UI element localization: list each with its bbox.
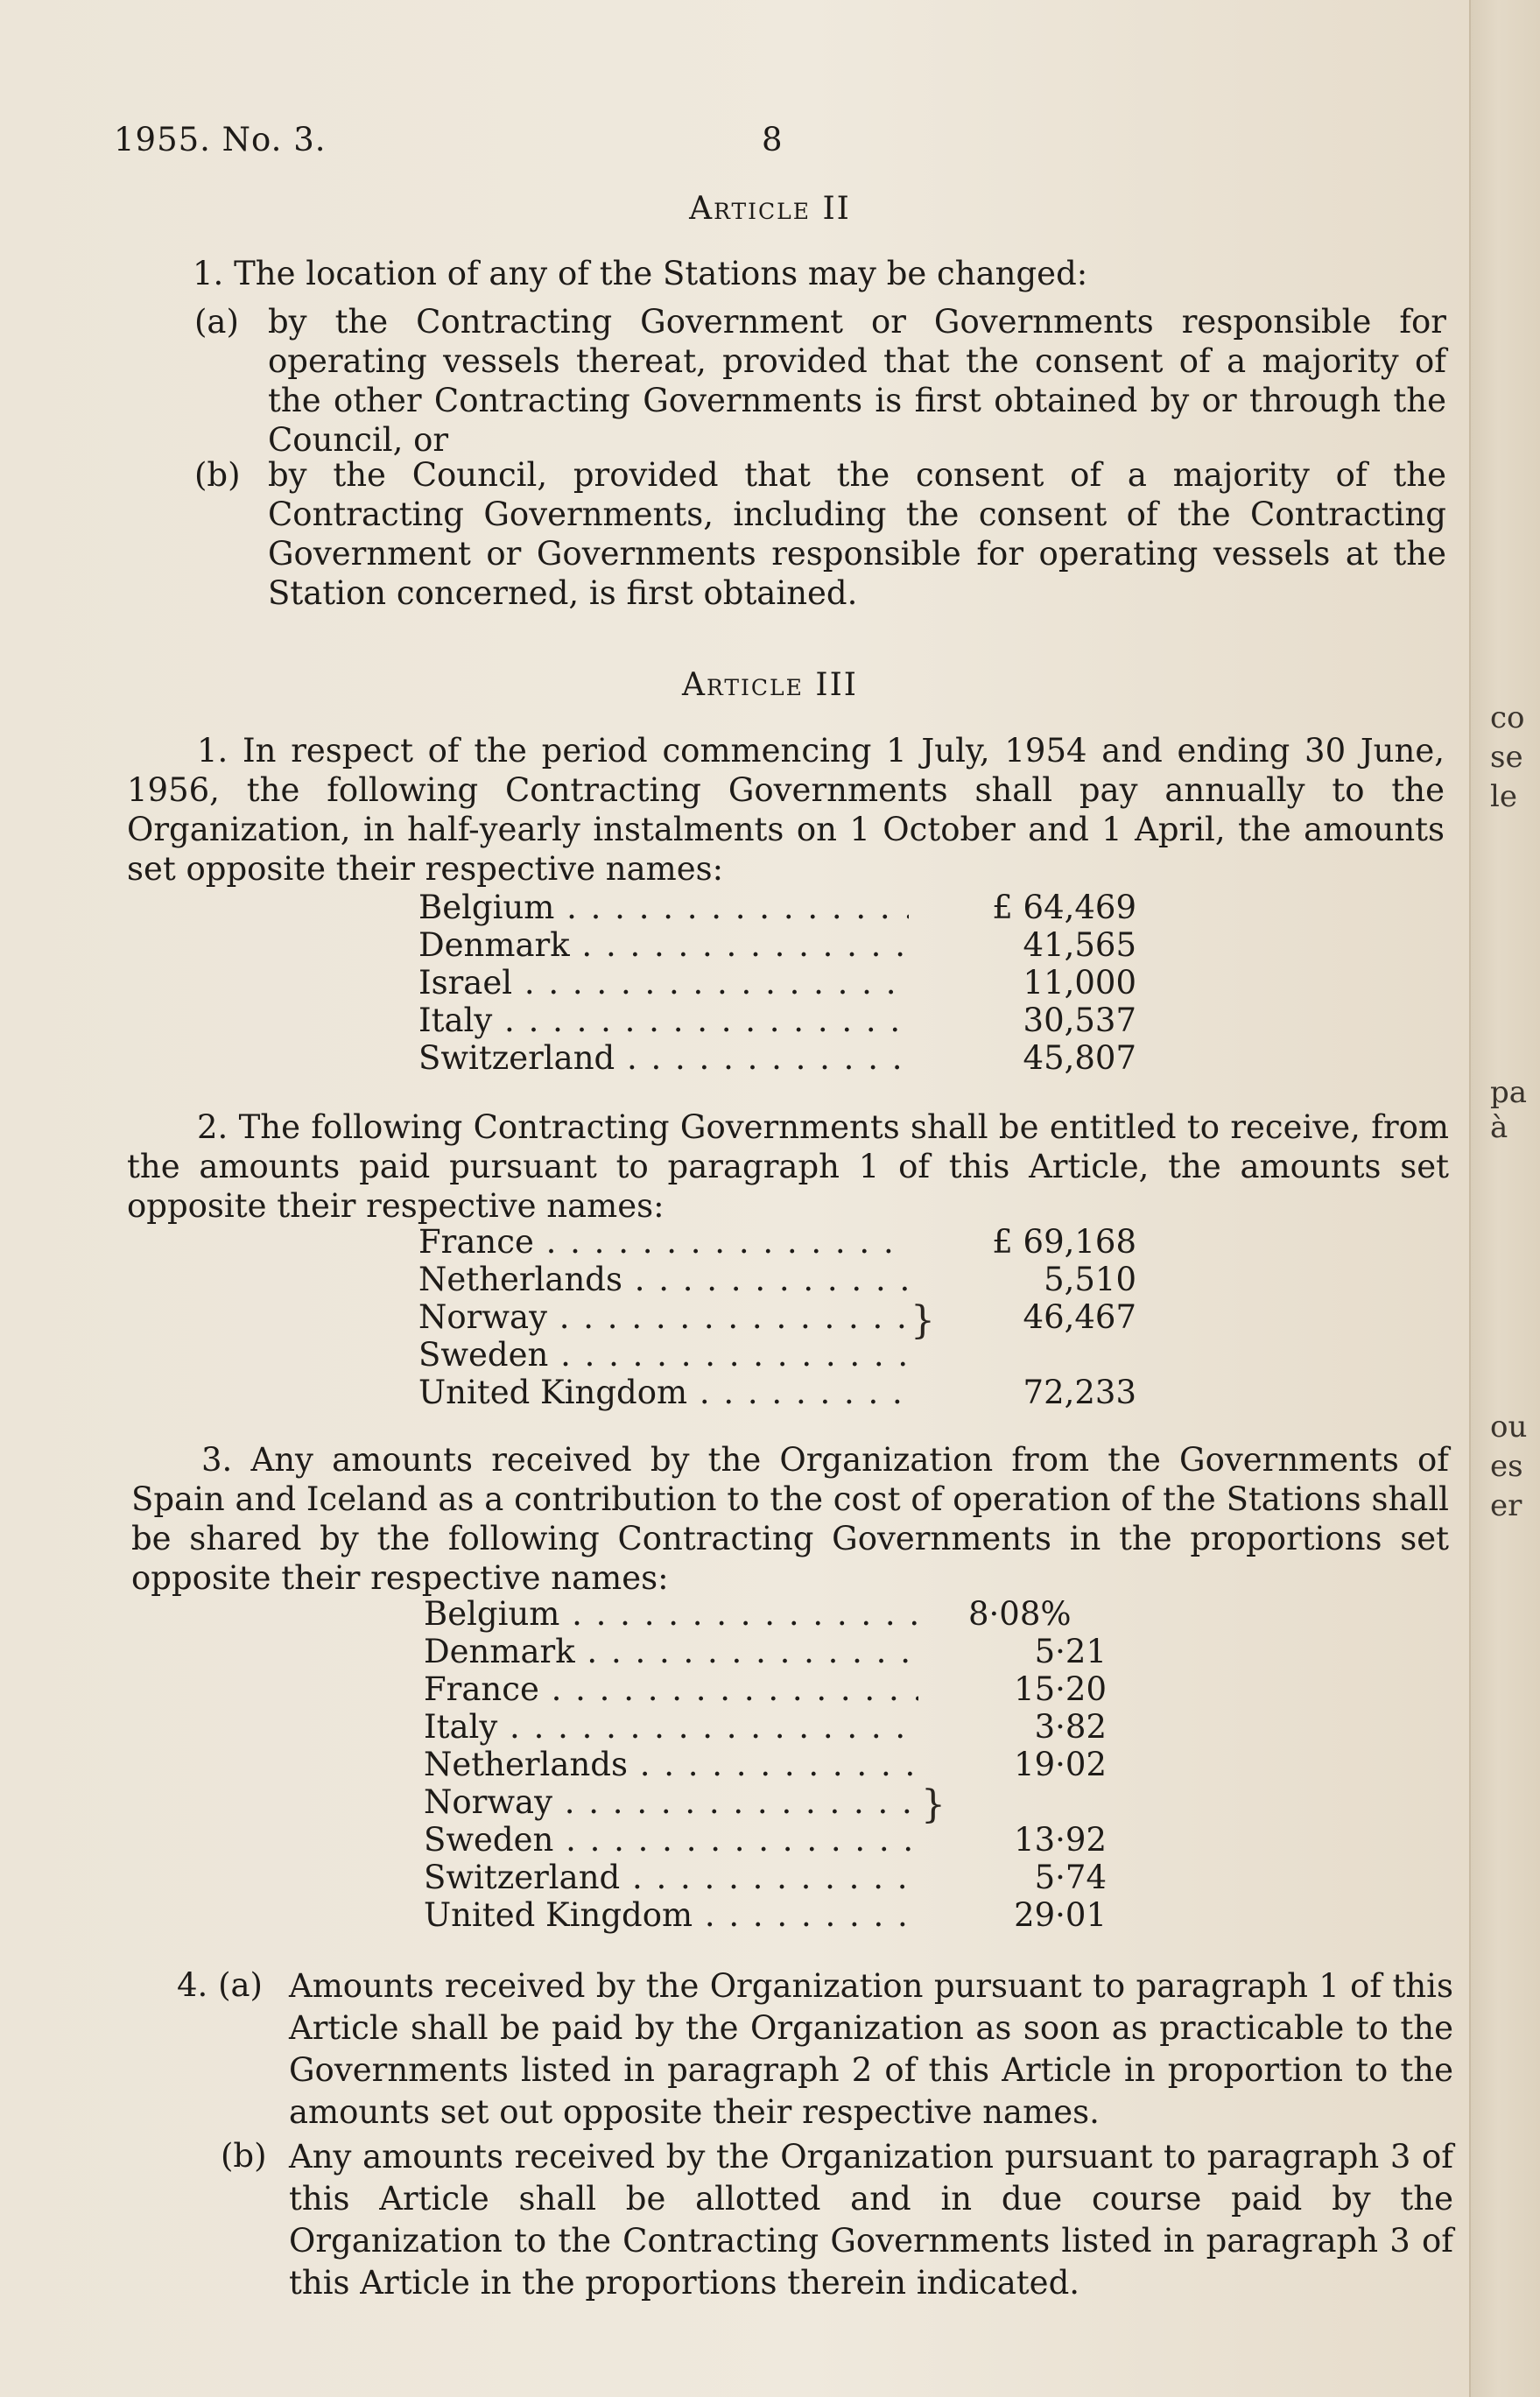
- article-2-paragraph-1: 1. The location of any of the Stations may be changed:: [193, 255, 1088, 292]
- facing-fragment: co: [1490, 700, 1525, 735]
- table-row: [424, 1859, 1194, 1896]
- percentage: 5·21: [1034, 1633, 1107, 1670]
- country-name: Norway . . .: [418, 1298, 909, 1336]
- table-row: [424, 1633, 1194, 1670]
- article-3-paragraph-4b: [221, 2136, 1455, 2320]
- percentage: 15·20: [1014, 1670, 1107, 1708]
- table-row: [418, 1374, 1163, 1411]
- table-row: [418, 1223, 1163, 1261]
- paragraph-4b-label: (b): [221, 2137, 267, 2175]
- article-2-heading: [0, 191, 1540, 227]
- article-number: III: [815, 667, 859, 703]
- table-row: [424, 1783, 1194, 1821]
- country-name: Belgium . . .: [424, 1595, 918, 1633]
- country-name: Switzerland . . .: [418, 1039, 909, 1077]
- brace-norway-sweden: }: [921, 1782, 946, 1827]
- brace-norway-sweden: }: [911, 1298, 935, 1343]
- country-name: Sweden . . .: [424, 1821, 918, 1859]
- amount: £ 64,469: [992, 889, 1136, 926]
- paragraph-4a-label: 4. (a): [177, 1966, 263, 2004]
- country-name: Netherlands . . .: [424, 1746, 918, 1783]
- table-row: [418, 1261, 1163, 1298]
- table-row: [424, 1708, 1194, 1746]
- table-row: [418, 964, 1163, 1002]
- paragraph-4b-text: Any amounts received by the Organization pursuant to paragraph 3 of this Article shall be allotted and in due course paid by the Organization to the Contracting Governments listed in paragraph 3 of this Article in the proportions therein indicated.: [289, 2138, 1453, 2302]
- page-number: 8: [762, 121, 784, 158]
- table-row: [418, 1002, 1163, 1039]
- table-row: [424, 1896, 1194, 1934]
- item-b-label: (b): [194, 456, 241, 494]
- table-row: [418, 1039, 1163, 1077]
- facing-fragment: er: [1490, 1488, 1522, 1523]
- amount: 5,510: [1044, 1261, 1136, 1298]
- article-3-paragraph-2: 2. The following Contracting Governments shall be entitled to receive, from the amounts paid pursuant to paragraph 1 of this Article, the amounts set opposite their respective names:: [127, 1108, 1449, 1225]
- country-name: Switzerland . . .: [424, 1859, 918, 1896]
- percentage: 8·08%: [968, 1595, 1072, 1633]
- facing-fragment: es: [1490, 1449, 1523, 1484]
- percentage: 13·92: [1014, 1821, 1107, 1859]
- percentage: 29·01: [1014, 1896, 1107, 1934]
- item-a-text: by the Contracting Government or Governments responsible for operating vessels thereat, provided that the consent of a majority of the other Contracting Governments is first obtained by or through the Council, or: [268, 303, 1446, 459]
- facing-fragment: à: [1490, 1110, 1508, 1145]
- country-name: France . . .: [424, 1670, 918, 1708]
- facing-fragment: le: [1490, 779, 1517, 814]
- country-name: Israel . . .: [418, 964, 909, 1002]
- percentage: 19·02: [1014, 1746, 1107, 1783]
- country-name: United Kingdom . . .: [418, 1374, 909, 1411]
- article-2-item-b: [194, 455, 1446, 613]
- table-row: [418, 889, 1163, 926]
- item-a-label: (a): [194, 303, 239, 341]
- amount: £ 69,168: [992, 1223, 1136, 1261]
- article-number: II: [822, 191, 851, 227]
- facing-fragment: ou: [1490, 1409, 1528, 1445]
- article-3-paragraph-3: 3. Any amounts received by the Organization from the Governments of Spain and Iceland as a contribution to the cost of operation of the Stations shall be shared by the following Contracting Governments in the proportions set opposite their respective names:: [131, 1441, 1449, 1597]
- country-name: France . . .: [418, 1223, 909, 1261]
- article-3-paragraph-4a: [177, 1965, 1455, 2140]
- entitlements-table: [418, 1223, 1163, 1411]
- country-name: United Kingdom . . .: [424, 1896, 918, 1934]
- facing-fragment: pa: [1490, 1075, 1528, 1110]
- country-name: Denmark . . .: [424, 1633, 918, 1670]
- amount: 46,467: [1023, 1298, 1136, 1336]
- amount: 30,537: [1023, 1002, 1136, 1039]
- amount: 45,807: [1023, 1039, 1136, 1077]
- amount: 41,565: [1023, 926, 1136, 964]
- article-3-paragraph-1: 1. In respect of the period commencing 1 July, 1954 and ending 30 June, 1956, the following Contracting Governments shall pay annually to the Organization, in half-yearly instalments on 1 October and 1 April, the amounts set opposite their respective names:: [127, 732, 1445, 888]
- item-b-text: by the Council, provided that the consent of a majority of the Contracting Governments, including the consent of the Contracting Government or Governments responsible for operating vessels at the Station concerned, is first obtained.: [268, 456, 1446, 612]
- contributions-table: [418, 889, 1163, 1077]
- country-name: Netherlands . . .: [418, 1261, 909, 1298]
- country-name: Sweden . . .: [418, 1336, 909, 1374]
- article-2-item-a: [194, 302, 1446, 460]
- facing-page-edge: [1469, 0, 1540, 2397]
- table-row: [424, 1821, 1194, 1859]
- year-number-header: 1955. No. 3.: [114, 121, 327, 158]
- percentage: 5·74: [1034, 1859, 1107, 1896]
- table-row: [418, 1298, 1163, 1336]
- table-row: [424, 1595, 1194, 1633]
- amount: 72,233: [1023, 1374, 1136, 1411]
- article-word: Article: [689, 191, 811, 227]
- country-name: Italy . . .: [424, 1708, 918, 1746]
- article-word: Article: [681, 667, 804, 703]
- table-row: [418, 1336, 1163, 1374]
- proportions-table: [424, 1595, 1194, 1934]
- country-name: Italy . . .: [418, 1002, 909, 1039]
- amount: 11,000: [1023, 964, 1136, 1002]
- country-name: Belgium . . .: [418, 889, 909, 926]
- country-name: Norway . . .: [424, 1783, 918, 1821]
- table-row: [424, 1746, 1194, 1783]
- percentage: 3·82: [1034, 1708, 1107, 1746]
- country-name: Denmark . . .: [418, 926, 909, 964]
- table-row: [424, 1670, 1194, 1708]
- paragraph-4a-text: Amounts received by the Organization pursuant to paragraph 1 of this Article shall be paid by the Organization as soon as practicable to the Governments listed in paragraph 2 of this Article in proportion to the amounts set out opposite their respective names.: [289, 1967, 1453, 2131]
- facing-fragment: se: [1490, 740, 1523, 775]
- table-row: [418, 926, 1163, 964]
- article-3-heading: [0, 667, 1540, 703]
